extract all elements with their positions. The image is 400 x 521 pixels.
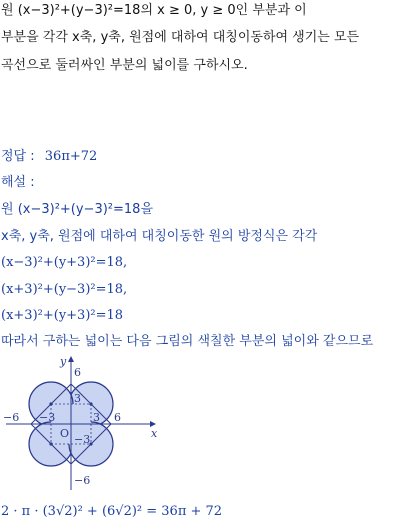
tick-label-6-right: 6 bbox=[114, 411, 121, 424]
problem-line-3: 곡선으로 둘러싸인 부분의 넓이를 구하시오. bbox=[1, 58, 248, 73]
equation-2: (x+3)²+(y−3)²=18, bbox=[1, 282, 128, 297]
explanation-label: 해설 : bbox=[1, 175, 35, 190]
center-dot-q2 bbox=[49, 402, 52, 405]
origin-label: O bbox=[60, 427, 70, 440]
explanation-line-2: x축, y축, 원점에 대하여 대칭이동한 원의 방정식은 각각 bbox=[1, 229, 318, 244]
answer-label: 정답 : bbox=[1, 149, 35, 164]
tick-label-3-top: 3 bbox=[74, 392, 81, 405]
y-axis-arrow bbox=[68, 356, 74, 362]
tick-label-neg3-bottom: −3 bbox=[74, 433, 91, 446]
center-dot-q1 bbox=[89, 402, 92, 405]
tick-label-6-top: 6 bbox=[74, 366, 81, 379]
center-dot-q3 bbox=[49, 442, 52, 445]
equation-3: (x+3)²+(y+3)²=18 bbox=[1, 308, 124, 323]
tick-label-neg3-left: −3 bbox=[39, 411, 56, 424]
tick-label-neg6-left: −6 bbox=[3, 411, 20, 424]
shaded-region-figure bbox=[0, 354, 160, 492]
tick-label-3-right: 3 bbox=[93, 411, 100, 424]
final-computation: 2 · π · (3√2)² + (6√2)² = 36π + 72 bbox=[1, 504, 223, 519]
explanation-line-3: 따라서 구하는 넓이는 다음 그림의 색칠한 부분의 넓이와 같으므로 bbox=[1, 334, 374, 349]
tick-label-neg6-bottom: −6 bbox=[74, 474, 91, 487]
problem-line-1: 원 (x−3)²+(y−3)²=18의 x ≥ 0, y ≥ 0인 부분과 이 bbox=[1, 3, 307, 18]
answer-row bbox=[1, 148, 97, 166]
answer-value: 36π+72 bbox=[44, 149, 98, 164]
axis-y-label: y bbox=[60, 355, 67, 368]
axis-x-label: x bbox=[151, 427, 158, 440]
explanation-line-1: 원 (x−3)²+(y−3)²=18을 bbox=[1, 202, 153, 217]
equation-1: (x−3)²+(y+3)²=18, bbox=[1, 255, 128, 270]
problem-line-2: 부분을 각각 x축, y축, 원점에 대하여 대칭이동하여 생기는 모든 bbox=[1, 30, 360, 45]
